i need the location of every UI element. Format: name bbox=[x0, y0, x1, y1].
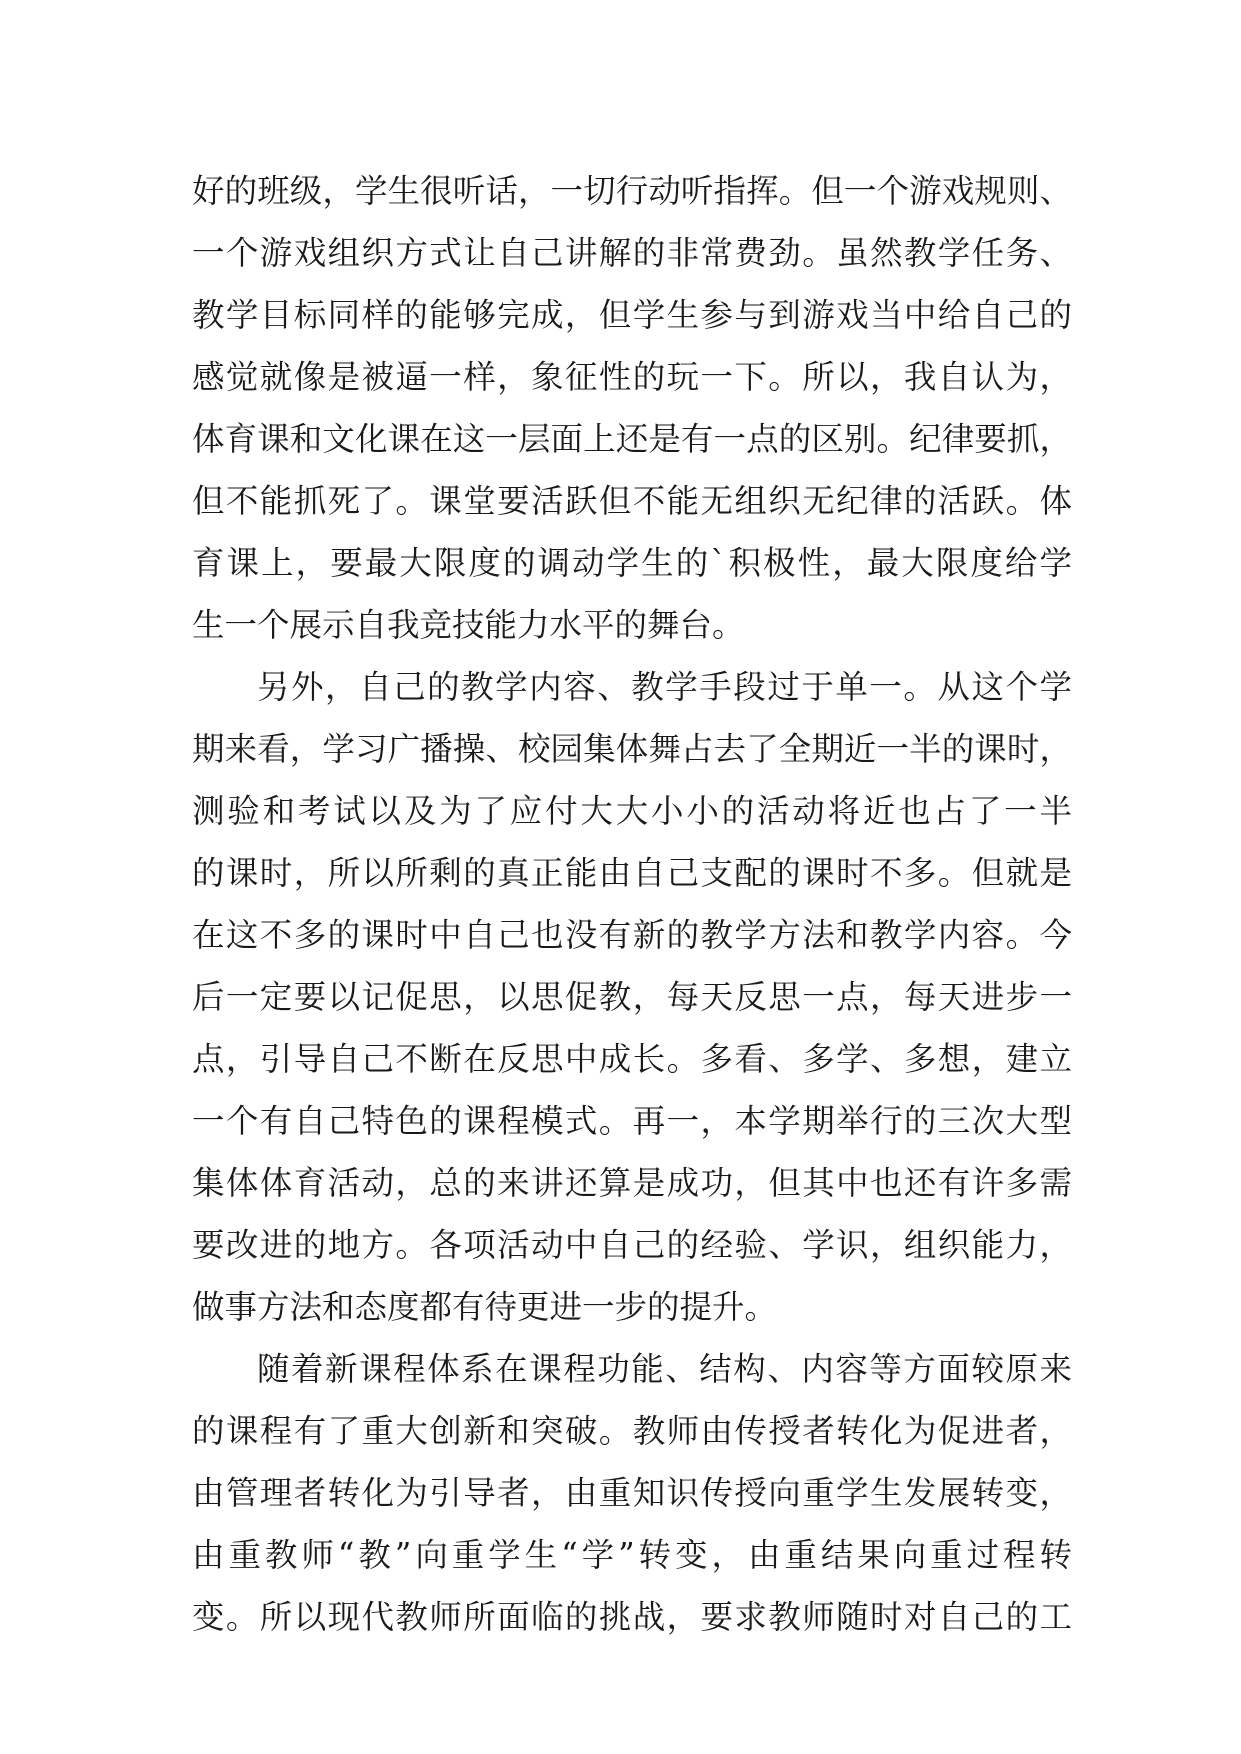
text-line: 感觉就像是被逼一样，象征性的玩一下。所以，我自认为， bbox=[192, 358, 1072, 396]
text-line: 但不能抓死了。课堂要活跃但不能无组织无纪律的活跃。体 bbox=[192, 482, 1072, 520]
text-line: 由管理者转化为引导者，由重知识传授向重学生发展转变， bbox=[192, 1474, 1072, 1512]
text-line: 体育课和文化课在这一层面上还是有一点的区别。纪律要抓， bbox=[192, 420, 1072, 458]
paragraph-start-line: 另外，自己的教学内容、教学手段过于单一。从这个学 bbox=[257, 668, 1072, 706]
text-line: 测验和考试以及为了应付大大小小的活动将近也占了一半 bbox=[192, 792, 1072, 830]
text-line: 点，引导自己不断在反思中成长。多看、多学、多想，建立 bbox=[192, 1040, 1072, 1078]
text-line: 集体体育活动，总的来讲还算是成功，但其中也还有许多需 bbox=[192, 1164, 1072, 1202]
text-line: 做事方法和态度都有待更进一步的提升。 bbox=[192, 1288, 778, 1326]
text-line: 要改进的地方。各项活动中自己的经验、学识，组织能力， bbox=[192, 1226, 1072, 1264]
text-line: 的课时，所以所剩的真正能由自己支配的课时不多。但就是 bbox=[192, 854, 1072, 892]
text-line: 的课程有了重大创新和突破。教师由传授者转化为促进者， bbox=[192, 1412, 1072, 1450]
text-line: 育课上，要最大限度的调动学生的`积极性，最大限度给学 bbox=[192, 544, 1072, 582]
text-line: 后一定要以记促思，以思促教，每天反思一点，每天进步一 bbox=[192, 978, 1072, 1016]
paragraph-start-line: 随着新课程体系在课程功能、结构、内容等方面较原来 bbox=[257, 1350, 1072, 1388]
text-line: 教学目标同样的能够完成，但学生参与到游戏当中给自己的 bbox=[192, 296, 1072, 334]
text-line: 由重教师“教”向重学生“学”转变，由重结果向重过程转 bbox=[192, 1536, 1072, 1574]
text-line: 一个游戏组织方式让自己讲解的非常费劲。虽然教学任务、 bbox=[192, 234, 1072, 272]
text-line: 生一个展示自我竞技能力水平的舞台。 bbox=[192, 606, 745, 644]
text-line: 一个有自己特色的课程模式。再一，本学期举行的三次大型 bbox=[192, 1102, 1072, 1140]
text-line: 变。所以现代教师所面临的挑战，要求教师随时对自己的工 bbox=[192, 1598, 1072, 1636]
text-line: 期来看，学习广播操、校园集体舞占去了全期近一半的课时， bbox=[192, 730, 1072, 768]
text-line: 在这不多的课时中自己也没有新的教学方法和教学内容。今 bbox=[192, 916, 1072, 954]
body-text bbox=[192, 160, 1072, 1648]
text-line: 好的班级，学生很听话，一切行动听指挥。但一个游戏规则、 bbox=[192, 172, 1072, 210]
